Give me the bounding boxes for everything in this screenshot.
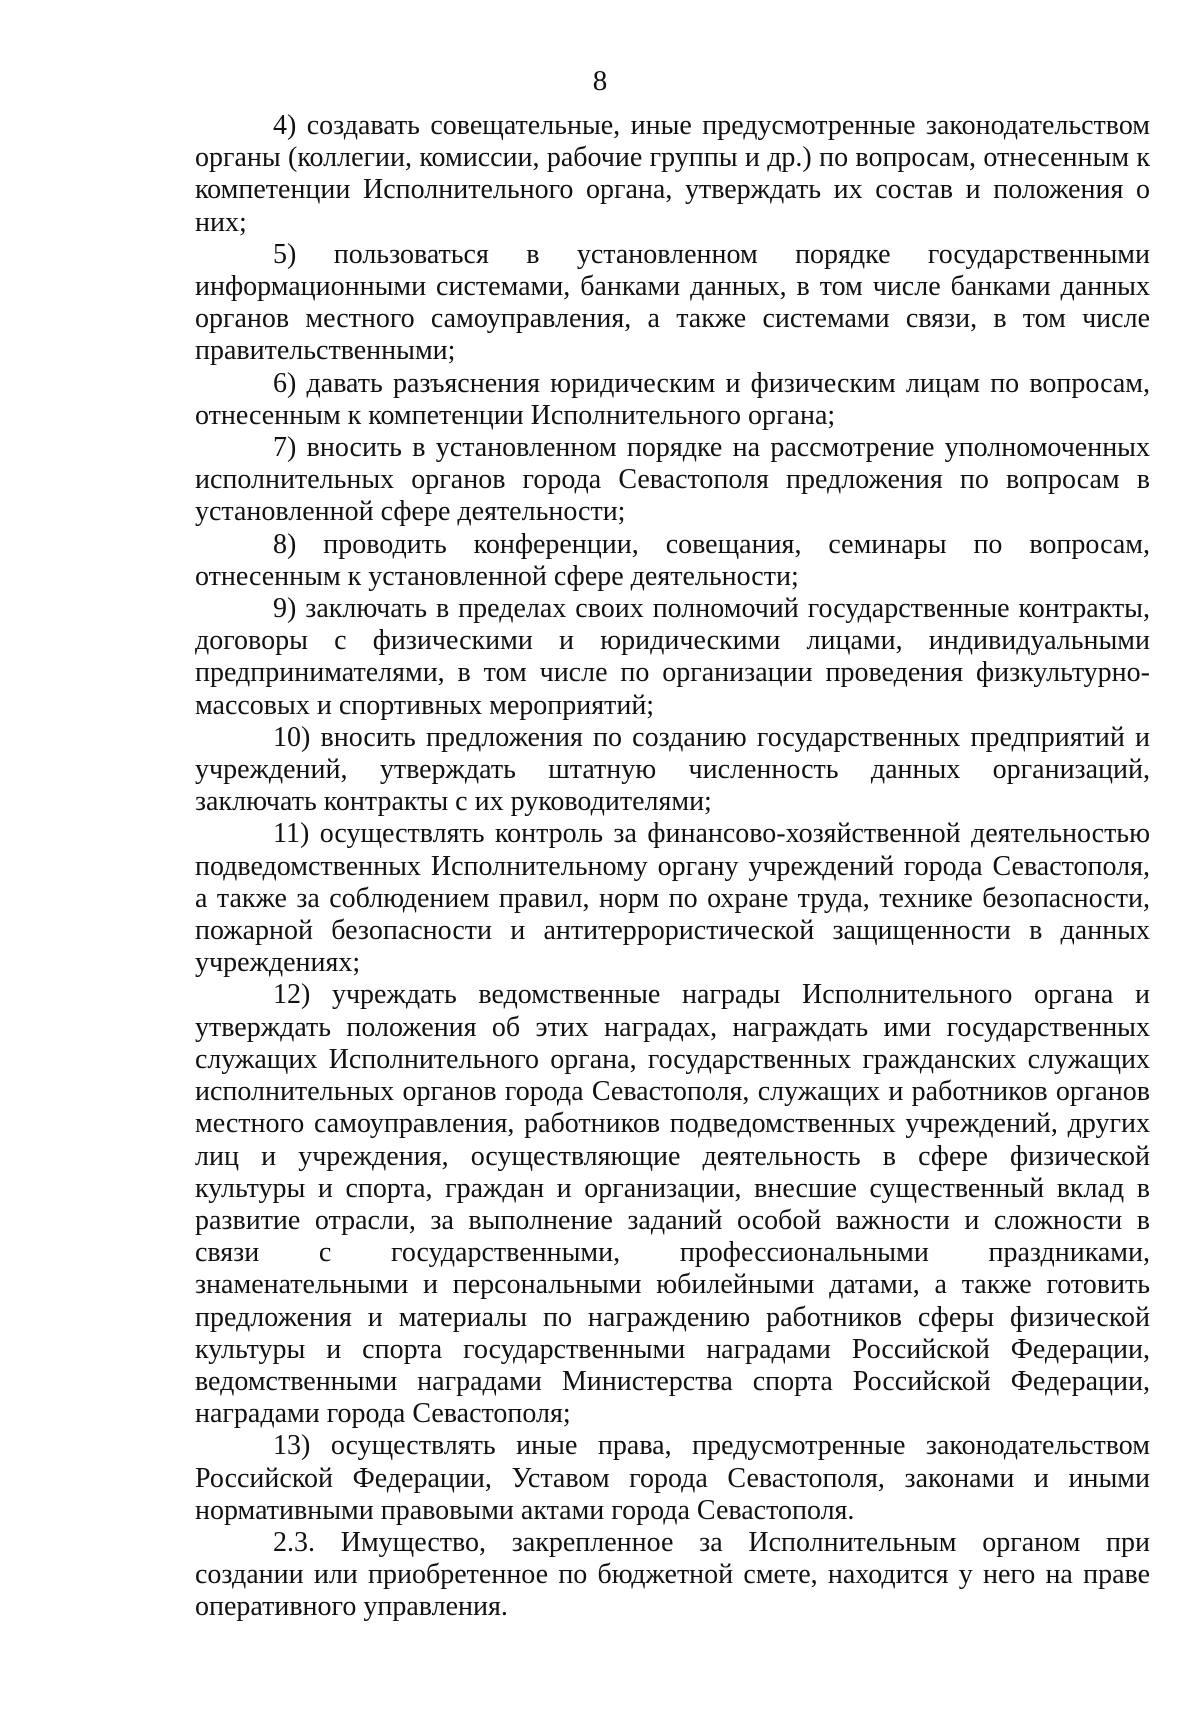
paragraph-item-10: 10) вносить предложения по созданию государственных предприятий и учреждений, утверждать штатную численность данных организаций, заключать контракты с их руководителями; <box>195 721 1150 818</box>
paragraph-item-7: 7) вносить в установленном порядке на рассмотрение уполномоченных исполнительных органов города Севастополя предложения по вопросам в установленной сфере деятельности; <box>195 432 1150 528</box>
paragraph-item-11: 11) осуществлять контроль за финансово-хозяйственной деятельностью подведомственных Исполнительному органу учреждений города Севастополя, а также за соблюдением правил, норм по охране труда, технике безопасности, пожарной безопасности и антитеррористической защищенности в данных учреждениях; <box>195 818 1150 979</box>
paragraph-item-6: 6) давать разъяснения юридическим и физическим лицам по вопросам, отнесенным к компетенции Исполнительного органа; <box>195 367 1150 431</box>
paragraph-item-13: 13) осуществлять иные права, предусмотренные законодательством Российской Федерации, Уставом города Севастополя, законами и иными нормативными правовыми актами города Севастополя. <box>195 1430 1150 1526</box>
paragraph-item-4: 4) создавать совещательные, иные предусмотренные законодательством органы (коллегии, комиссии, рабочие группы и др.) по вопросам, отнесенным к компетенции Исполнительного органа, утверждать их состав и положения о них; <box>195 110 1150 238</box>
paragraph-section-2-3: 2.3. Имущество, закрепленное за Исполнительным органом при создании или приобретенное по бюджетной смете, находится у него на праве оперативного управления. <box>195 1526 1150 1623</box>
page-number: 8 <box>592 65 608 97</box>
paragraph-item-9: 9) заключать в пределах своих полномочий государственные контракты, договоры с физическими и юридическими лицами, индивидуальными предпринимателями, в том числе по организации проведения физкультурно-массовых и спортивных мероприятий; <box>195 593 1150 721</box>
paragraph-item-8: 8) проводить конференции, совещания, семинары по вопросам, отнесенным к установленной сфере деятельности; <box>195 528 1150 592</box>
paragraph-item-12: 12) учреждать ведомственные награды Исполнительного органа и утверждать положения об этих наградах, награждать ими государственных служащих Исполнительного органа, государственных гражданских служащих исполнительных органов города Севастополя, служащих и работников органов местного самоуправления, работников подведомственных учреждений, других лиц и учреждения, осуществляющие деятельность в сфере физической культуры и спорта, граждан и организации, внесшие существенный вклад в развитие отрасли, за выполнение заданий особой важности и сложности в связи с государственными, профессиональными праздниками, знаменательными и персональными юбилейными датами, а также готовить предложения и материалы по награждению работников сферы физической культуры и спорта государственными наградами Российской Федерации, ведомственными наградами Министерства спорта Российской Федерации, наградами города Севастополя; <box>195 979 1150 1430</box>
paragraph-item-5: 5) пользоваться в установленном порядке государственными информационными системами, банками данных, в том числе банками данных органов местного самоуправления, а также системами связи, в том числе правительственными; <box>195 238 1150 367</box>
document-body <box>195 110 1150 1624</box>
